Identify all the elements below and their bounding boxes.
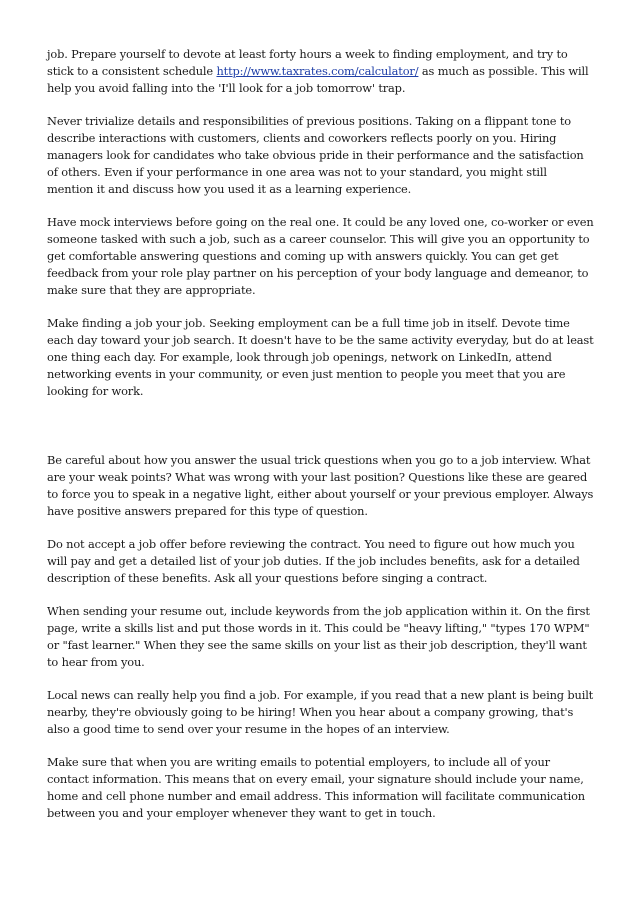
paragraph-trick-questions: Be careful about how you answer the usual trick questions when you go to a job interview. What are your weak points? What was wrong with your last position? Questions like these are geared to force you to speak in a negative light, either about yourself or your previous employer. Always have positive answers prepared for this type of question. [47, 453, 594, 518]
paragraph-previous-positions: Never trivialize details and responsibilities of previous positions. Taking on a flippant tone to describe interactions with customers, clients and coworkers reflects poorly on you. Hiring managers look for candidates who take obvious pride in their performance and the satisfaction of others. Even if your performance in one area was not to your standard, you might still mention it and discuss how you used it as a learning experience. [47, 114, 584, 196]
paragraph-contact-information: Make sure that when you are writing emails to potential employers, to include all of your contact information. This means that on every email, your signature should include your name, home and cell phone number and email address. This information will facilitate communication between you and your employer whenever they want to get in touch. [47, 755, 585, 820]
paragraph-schedule-text-start: job. Prepare yourself to devote at least forty hours a week to finding employment, and try to stick to a consistent schedule [47, 47, 568, 78]
paragraph-schedule [47, 46, 595, 97]
taxrates-calculator-link[interactable]: http://www.taxrates.com/calculator/ [216, 64, 419, 78]
paragraph-job-offer-contract: Do not accept a job offer before reviewing the contract. You need to figure out how much you will pay and get a detailed list of your job duties. If the job includes benefits, ask for a detailed description of these benefits. Ask all your questions before singing a contract. [47, 537, 580, 585]
paragraph-mock-interviews: Have mock interviews before going on the real one. It could be any loved one, co-worker or even someone tasked with such a job, such as a career counselor. This will give you an opportunity to get comfortable answering questions and coming up with answers quickly. You can get get feedback from your role play partner on his perception of your body language and demeanor, to make sure that they are appropriate. [47, 215, 594, 297]
paragraph-schedule-text-end: as much as possible. This will help you avoid falling into the 'I'll look for a job tomorrow' trap. [47, 64, 589, 95]
paragraph-finding-job: Make finding a job your job. Seeking employment can be a full time job in itself. Devote time each day toward your job search. It doesn't have to be the same activity everyday, but do at least one thing each day. For example, look through job openings, network on LinkedIn, attend networking events in your community, or even just mention to people you meet that you are looking for work. [47, 316, 594, 398]
paragraph-resume-keywords: When sending your resume out, include keywords from the job application within it. On the first page, write a skills list and put those words in it. This could be "heavy lifting," "types 170 WPM" or "fast learner." When they see the same skills on your list as their job description, they'll want to hear from you. [47, 604, 590, 669]
document-page [47, 46, 595, 838]
paragraph-local-news: Local news can really help you find a job. For example, if you read that a new plant is being built nearby, they're obviously going to be hiring! When you hear about a company growing, that's also a good time to send over your resume in the hopes of an interview. [47, 688, 594, 736]
